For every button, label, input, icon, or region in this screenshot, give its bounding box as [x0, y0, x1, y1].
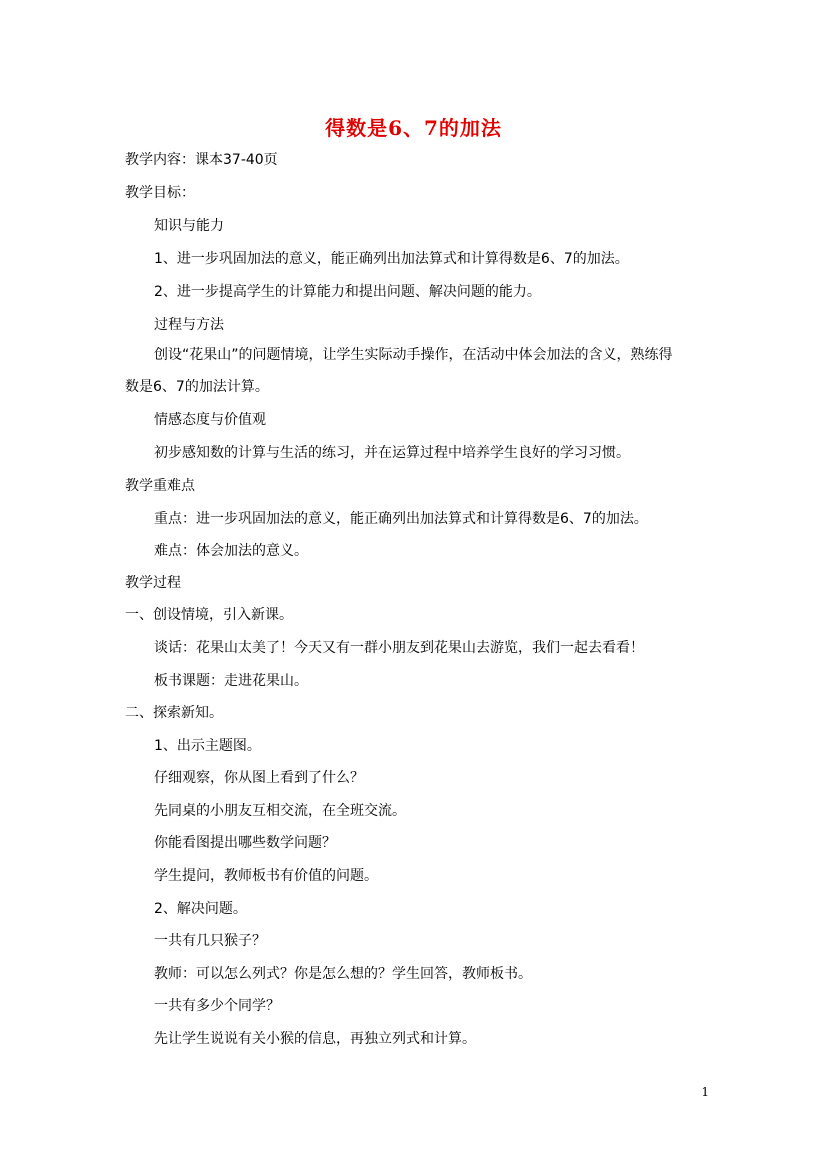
text-line: 先同桌的小朋友互相交流，在全班交流。 [154, 803, 406, 819]
text-line: 初步感知数的计算与生活的练习，并在运算过程中培养学生良好的学习习惯。 [154, 445, 630, 461]
text-line: 难点：体会加法的意义。 [154, 543, 308, 559]
text-line: 一共有多少个同学？ [154, 998, 280, 1014]
text-line: 过程与方法 [154, 317, 224, 333]
text-line: 教学过程 [125, 575, 181, 591]
text-line: 知识与能力 [154, 218, 224, 234]
text-line: 你能看图提出哪些数学问题？ [154, 835, 336, 851]
text-line: 教学目标： [125, 185, 195, 201]
text-line: 一、创设情境，引入新课。 [125, 607, 293, 623]
text-line: 创设“花果山”的问题情境，让学生实际动手操作，在活动中体会加法的含义，熟练得 [154, 347, 673, 363]
document-title: 得数是6、7的加法 [325, 116, 502, 140]
text-line: 二、探索新知。 [125, 705, 223, 721]
text-line: 谈话：花果山太美了！今天又有一群小朋友到花果山去游览，我们一起去看看！ [154, 640, 644, 656]
text-line: 教学重难点 [125, 478, 195, 494]
text-line: 教师：可以怎么列式？你是怎么想的？学生回答，教师板书。 [154, 966, 532, 982]
text-line: 2、进一步提高学生的计算能力和提出问题、解决问题的能力。 [154, 284, 541, 300]
text-line: 学生提问，教师板书有价值的问题。 [154, 868, 378, 884]
text-line: 板书课题：走进花果山。 [154, 673, 308, 689]
text-line: 先让学生说说有关小猴的信息，再独立列式和计算。 [154, 1031, 476, 1047]
text-line: 1、进一步巩固加法的意义，能正确列出加法算式和计算得数是6、7的加法。 [154, 251, 629, 267]
page-number: 1 [701, 1085, 709, 1099]
text-line: 重点：进一步巩固加法的意义，能正确列出加法算式和计算得数是6、7的加法。 [154, 511, 648, 527]
text-line: 情感态度与价值观 [154, 412, 266, 428]
text-line: 仔细观察，你从图上看到了什么？ [154, 770, 364, 786]
text-line: 1、出示主题图。 [154, 738, 261, 754]
text-line: 数是6、7的加法计算。 [125, 379, 269, 395]
text-line: 一共有几只猴子？ [154, 933, 266, 949]
text-line: 2、解决问题。 [154, 901, 247, 917]
text-line: 教学内容：课本37-40页 [125, 152, 278, 168]
